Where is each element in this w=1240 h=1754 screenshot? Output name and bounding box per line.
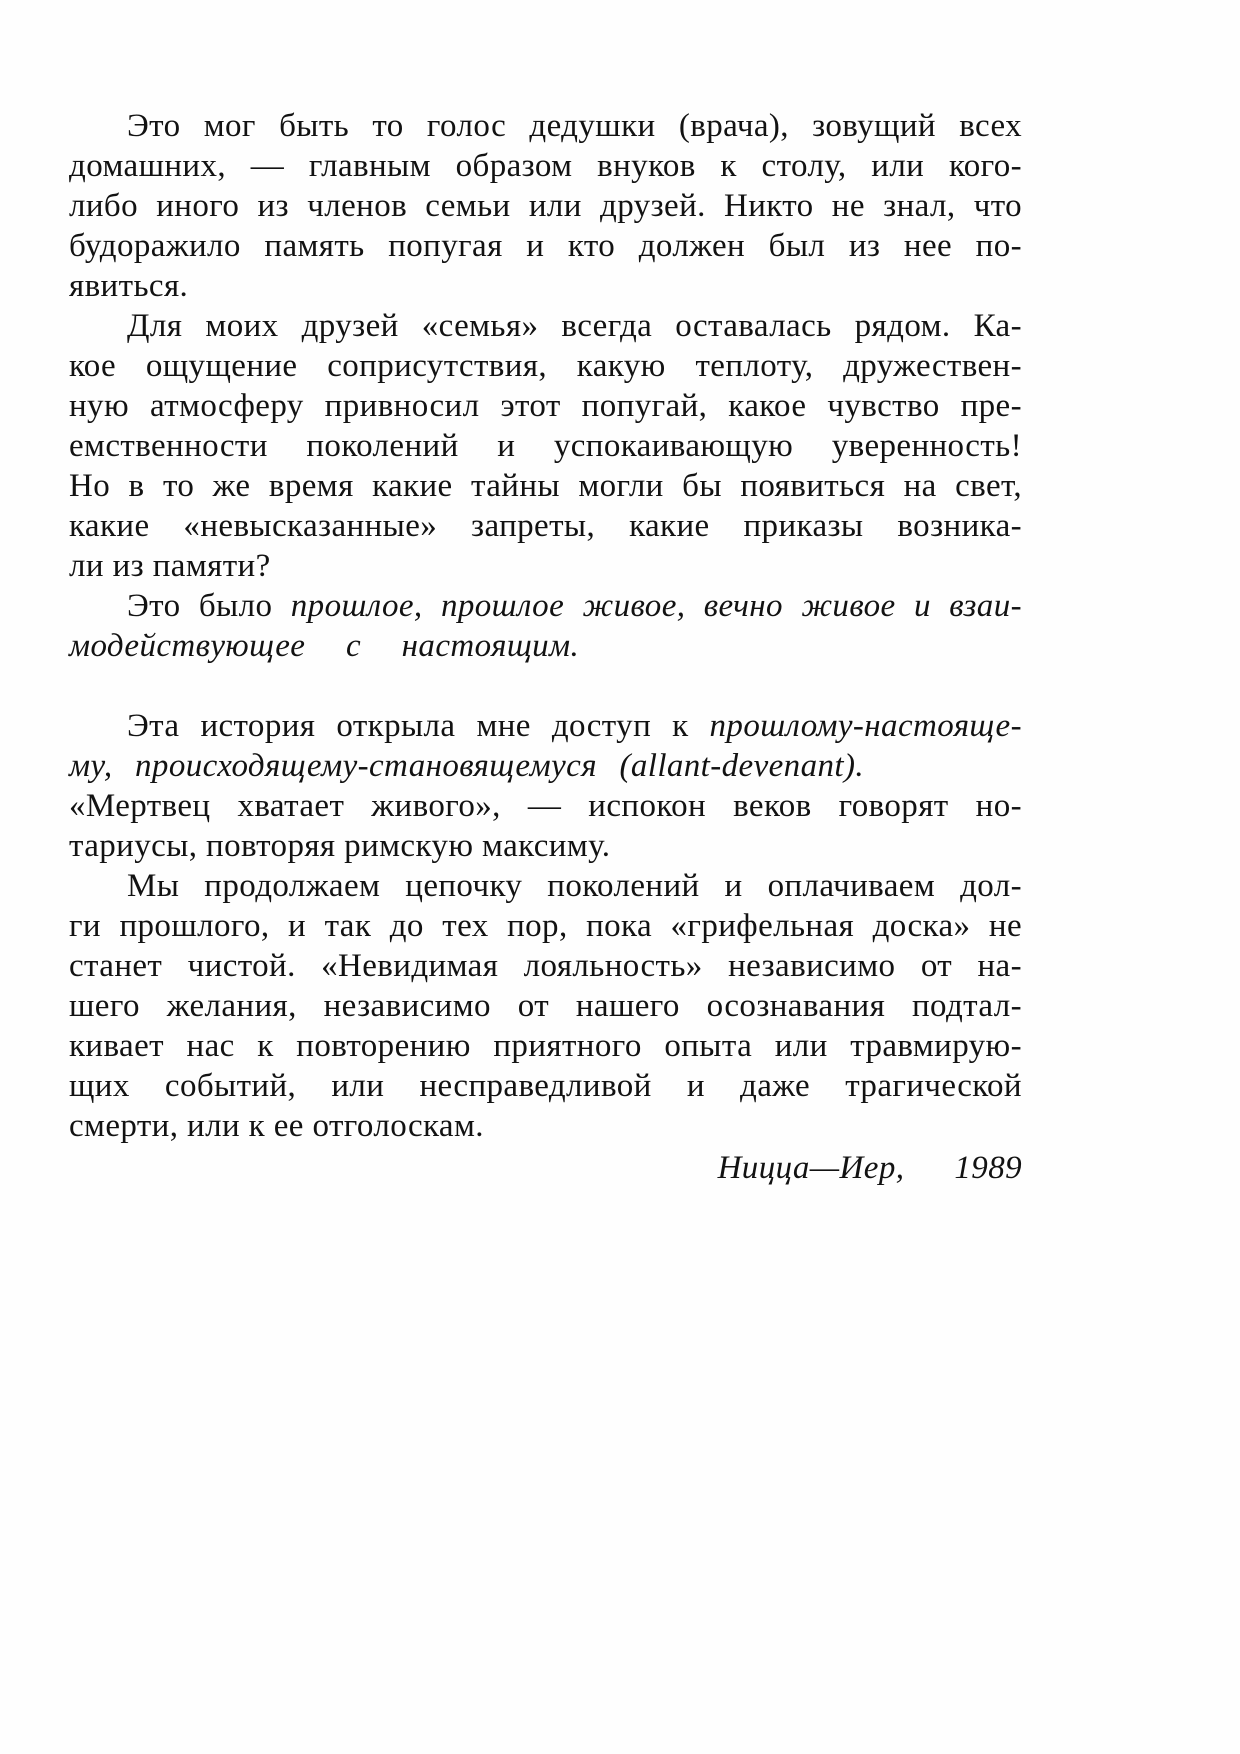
text-line bbox=[69, 786, 1022, 826]
text-line bbox=[69, 826, 1022, 866]
text-segment: кое ощущение соприсутствия, какую теплоту, дружествен- bbox=[69, 348, 1022, 384]
text-line bbox=[69, 986, 1022, 1026]
text-line bbox=[69, 426, 1022, 466]
text-block bbox=[69, 106, 1022, 1188]
text-segment: смерти, или к ее отголоскам. bbox=[69, 1108, 484, 1144]
text-segment: станет чистой. «Невидимая лояльность» независимо от на- bbox=[69, 948, 1022, 984]
text-line bbox=[69, 146, 1022, 186]
text-line bbox=[69, 546, 1022, 586]
text-segment: будоражило память попугая и кто должен был из нее по- bbox=[69, 228, 1022, 264]
text-line bbox=[69, 466, 1022, 506]
signature-place: Ницца—Иер, bbox=[717, 1150, 905, 1186]
text-line bbox=[69, 386, 1022, 426]
italic-text-segment: прошлое, прошлое живое, вечно живое и взаи- bbox=[290, 588, 1022, 624]
text-segment: Но в то же время какие тайны могли бы появиться на свет, bbox=[69, 468, 1022, 504]
text-line bbox=[69, 506, 1022, 546]
signature-year: 1989 bbox=[954, 1150, 1022, 1186]
text-line bbox=[69, 1066, 1022, 1106]
text-line bbox=[69, 226, 1022, 266]
text-segment: какие «невысказанные» запреты, какие приказы возника- bbox=[69, 508, 1022, 544]
text-line bbox=[69, 1026, 1022, 1066]
paragraph-gap bbox=[69, 666, 1022, 706]
text-segment: емственности поколений и успокаивающую уверенность! bbox=[69, 428, 1022, 464]
text-line bbox=[69, 866, 1022, 906]
text-segment: явиться. bbox=[69, 268, 189, 304]
text-segment: «Мертвец хватает живого», — испокон веков говорят но- bbox=[69, 788, 1022, 824]
text-line bbox=[69, 1106, 1022, 1146]
text-segment: шего желания, независимо от нашего осознавания подтал- bbox=[69, 988, 1022, 1024]
text-segment: Эта история открыла мне доступ к bbox=[127, 708, 710, 744]
text-segment: Мы продолжаем цепочку поколений и оплачиваем дол- bbox=[127, 868, 1022, 904]
italic-text-segment: модействующее с настоящим. bbox=[69, 628, 580, 664]
text-line bbox=[69, 186, 1022, 226]
text-line bbox=[69, 746, 864, 786]
text-segment: Это было bbox=[127, 588, 291, 624]
text-line bbox=[69, 266, 1022, 306]
text-line bbox=[69, 106, 1022, 146]
text-segment: ги прошлого, и так до тех пор, пока «грифельная доска» не bbox=[69, 908, 1022, 944]
text-segment: Для моих друзей «семья» всегда оставалась рядом. Ка- bbox=[127, 308, 1022, 344]
text-segment: ли из памяти? bbox=[69, 548, 271, 584]
italic-text-segment: му, происходящему-становящемуся (allant-devenant). bbox=[69, 748, 864, 784]
text-line bbox=[69, 346, 1022, 386]
text-line bbox=[69, 706, 1022, 746]
text-segment: домашних, — главным образом внуков к столу, или кого- bbox=[69, 148, 1022, 184]
text-line bbox=[69, 906, 1022, 946]
text-segment: ную атмосферу привносил этот попугай, какое чувство пре- bbox=[69, 388, 1022, 424]
text-segment: либо иного из членов семьи или друзей. Никто не знал, что bbox=[69, 188, 1022, 224]
text-line bbox=[69, 586, 1022, 626]
text-segment: Это мог быть то голос дедушки (врача), зовущий всех bbox=[127, 108, 1022, 144]
text-line bbox=[69, 626, 1022, 666]
text-line bbox=[69, 946, 1022, 986]
italic-text-segment: прошлому-настояще- bbox=[709, 708, 1022, 744]
text-segment: кивает нас к повторению приятного опыта или травмирую- bbox=[69, 1028, 1022, 1064]
text-segment: щих событий, или несправедливой и даже трагической bbox=[69, 1068, 1022, 1104]
text-segment: тариусы, повторяя римскую максиму. bbox=[69, 828, 611, 864]
text-line bbox=[69, 306, 1022, 346]
signature-line bbox=[69, 1148, 1022, 1188]
